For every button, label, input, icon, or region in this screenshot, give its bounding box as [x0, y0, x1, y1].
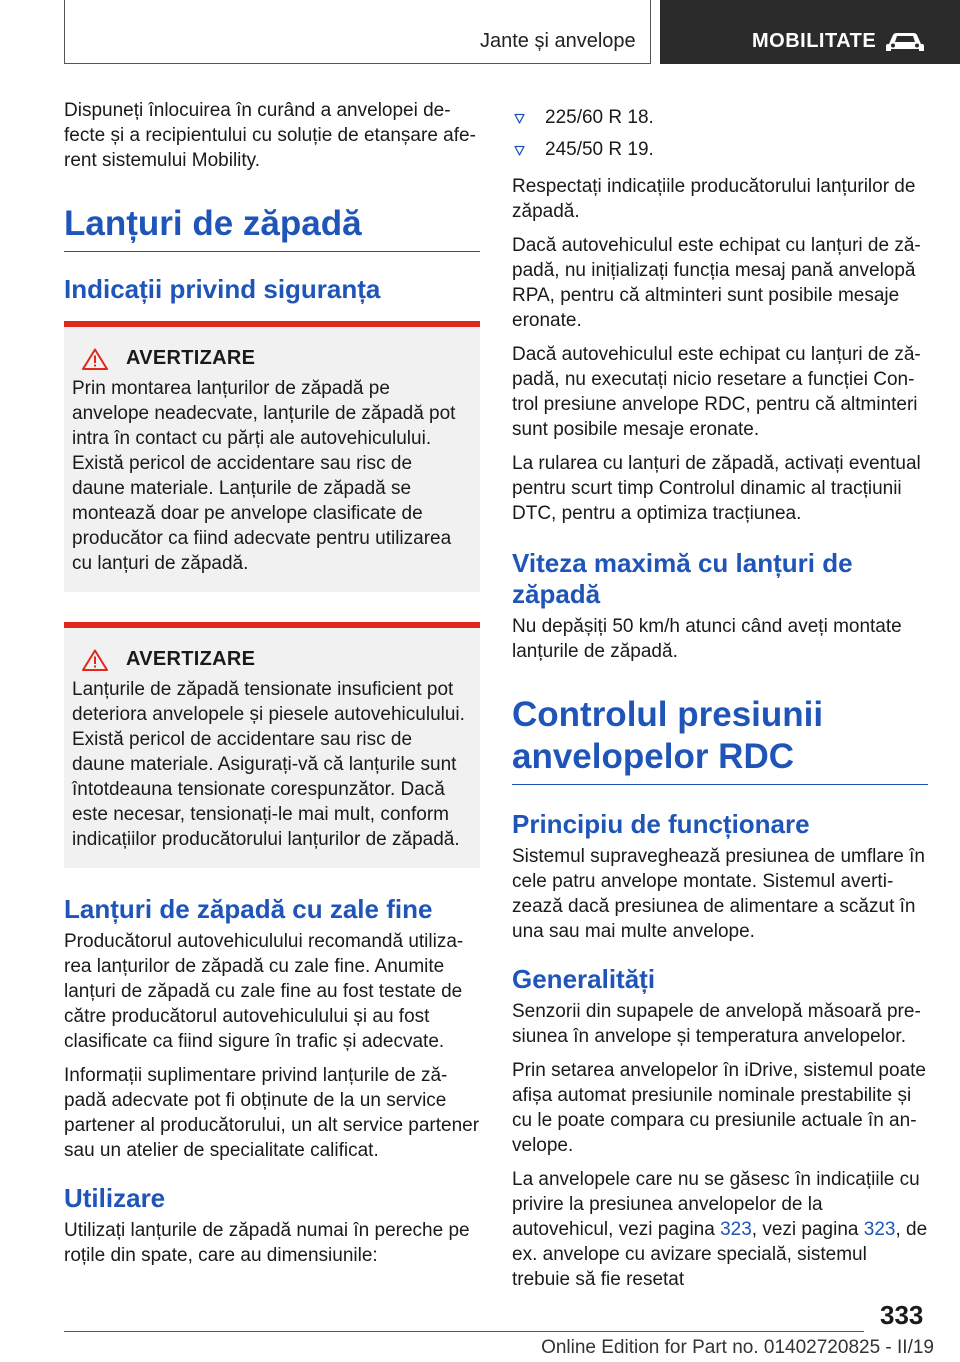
tire-size-list: [512, 102, 928, 166]
fine-chains-paragraph: Producătorul autovehiculului recomandă utilizarea lanțurilor de zăpadă cu zale fine. Anumite lanțuri de zăpadă cu zale fine au fost testate de către producătorul autovehiculului și au fost clasificate ca fiind sigure în trafic și adecvate.: [64, 931, 464, 1052]
tire-size: 245/50 R 19.: [545, 139, 654, 160]
tire-size: 225/60 R 18.: [545, 107, 654, 128]
right-column: [512, 102, 928, 1301]
header-separator: [650, 0, 651, 64]
general-paragraph: Prin setarea anvelopelor în iDrive, sistemul poate afișa automat presiunile nominale prestabilite și cu le poate compara cu presiunile actuale în anvelope.: [512, 1060, 926, 1156]
header-left-rule: [64, 0, 65, 64]
triangle-bullet-icon: [514, 113, 525, 124]
footer-edition: Online Edition for Part no. 01402720825 - II/19: [541, 1337, 934, 1358]
heading-snow-chains: Lanțuri de zăpadă: [64, 203, 480, 252]
car-icon: [885, 30, 925, 54]
fine-chains-paragraph: Informații suplimentare privind lanțurile de zăpadă adecvate pot fi obținute de la un service partener al producătorului, un alt service partener sau un atelier de specialitate calificat.: [64, 1065, 480, 1161]
warning-triangle-icon: [82, 649, 108, 671]
section-title: Jante și anvelope: [480, 30, 636, 52]
general-text: , vezi pagina: [751, 1219, 864, 1240]
page-link[interactable]: 323: [720, 1219, 752, 1240]
list-item: [512, 102, 928, 134]
chains-paragraph: Respectați indicațiile producătorului lanțurilor de zăpadă.: [512, 176, 916, 222]
chapter-tab-label: MOBILITATE: [752, 30, 877, 52]
page-link[interactable]: 323: [863, 1219, 896, 1240]
warning-title: AVERTIZARE: [126, 648, 256, 670]
warning-box: [64, 622, 480, 868]
general-paragraph: Senzorii din supapele de anvelopă măsoară presiunea în anvelope și temperatura anvelopelor.: [512, 1001, 921, 1047]
heading-usage: Utilizare: [64, 1183, 166, 1213]
heading-rdc: Controlul presiunii anvelopelor RDC: [512, 694, 928, 785]
principle-paragraph: Sistemul supraveghează presiunea de umflare în cele patru anvelope montate. Sistemul avertizează dacă presiunea de alimentare a scăzut în una sau mai multe anvelope.: [512, 846, 925, 942]
general-text: La anvelopele care nu se găsesc în indicațiile cu privire la presiunea anvelopelor de la autovehicul, vezi pagina: [512, 1169, 920, 1240]
general-text: , de ex. anvelope cu avizare specială, sistemul trebuie să fie resetat: [512, 1219, 928, 1290]
general-paragraph: [512, 1167, 928, 1292]
warning-triangle-icon: [82, 348, 108, 370]
warning-text: Prin montarea lanțurilor de zăpadă pe anvelope neadecvate, lanțurile de zăpadă pot intra în contact cu părți ale autovehiculului. Există pericol de accidentare sau risc de daune materiale. Lanțurile de zăpadă se montează doar pe anvelope clasificate de producător ca fiind adecvate pentru utilizarea cu lanțuri de zăpadă.: [72, 378, 456, 574]
warning-title: AVERTIZARE: [126, 347, 256, 369]
warning-text: Lanțurile de zăpadă tensionate insuficient pot deteriora anvelopele și piesele autovehiculului. Există pericol de accidentare sau risc de daune materiale. Asigurați-vă că lanțurile sunt întotdeauna tensionate corespunzător. Dacă este necesar, tensionați-le mai mult, conform indicațiilor producătorului lanțurilor de zăpadă.: [72, 679, 465, 850]
warning-box: [64, 321, 480, 592]
heading-safety: Indicații privind siguranța: [64, 274, 381, 304]
chains-paragraph: Dacă autovehiculul este echipat cu lanțuri de zăpadă, nu inițializați funcția mesaj pană anvelopă RPA, pentru că altminteri sunt posibile mesaje eronate.: [512, 235, 921, 331]
chains-paragraph: La rularea cu lanțuri de zăpadă, activați eventual pentru scurt timp Controlul dinamic al tracțiunii DTC, pentru a optimiza tracțiunea.: [512, 453, 921, 524]
usage-paragraph: Utilizați lanțurile de zăpadă numai în pereche pe roțile din spate, care au dimensiunile:: [64, 1220, 470, 1266]
heading-general: Generalități: [512, 964, 656, 994]
list-item: [512, 134, 928, 166]
page-number: 333: [880, 1300, 924, 1330]
chains-paragraph: Dacă autovehiculul este echipat cu lanțuri de zăpadă, nu executați nicio resetare a funcției Control presiune anvelope RDC, pentru că altminteri sunt posibile mesaje eronate.: [512, 344, 921, 440]
intro-paragraph: Dispuneți înlocuirea în curând a anvelopei defecte și a recipientului cu soluție de etanșare aferent sistemului Mobility.: [64, 100, 476, 171]
triangle-bullet-icon: [514, 145, 525, 156]
left-column: [64, 98, 480, 1277]
header-bottom-rule: [64, 63, 650, 64]
max-speed-paragraph: Nu depășiți 50 km/h atunci când aveți montate lanțurile de zăpadă.: [512, 616, 902, 662]
heading-fine-chains: Lanțuri de zăpadă cu zale fine: [64, 894, 433, 924]
footer-rule: [64, 1331, 864, 1332]
heading-principle: Principiu de funcționare: [512, 809, 810, 839]
heading-max-speed: Viteza maximă cu lanțuri de zăpadă: [512, 548, 853, 609]
